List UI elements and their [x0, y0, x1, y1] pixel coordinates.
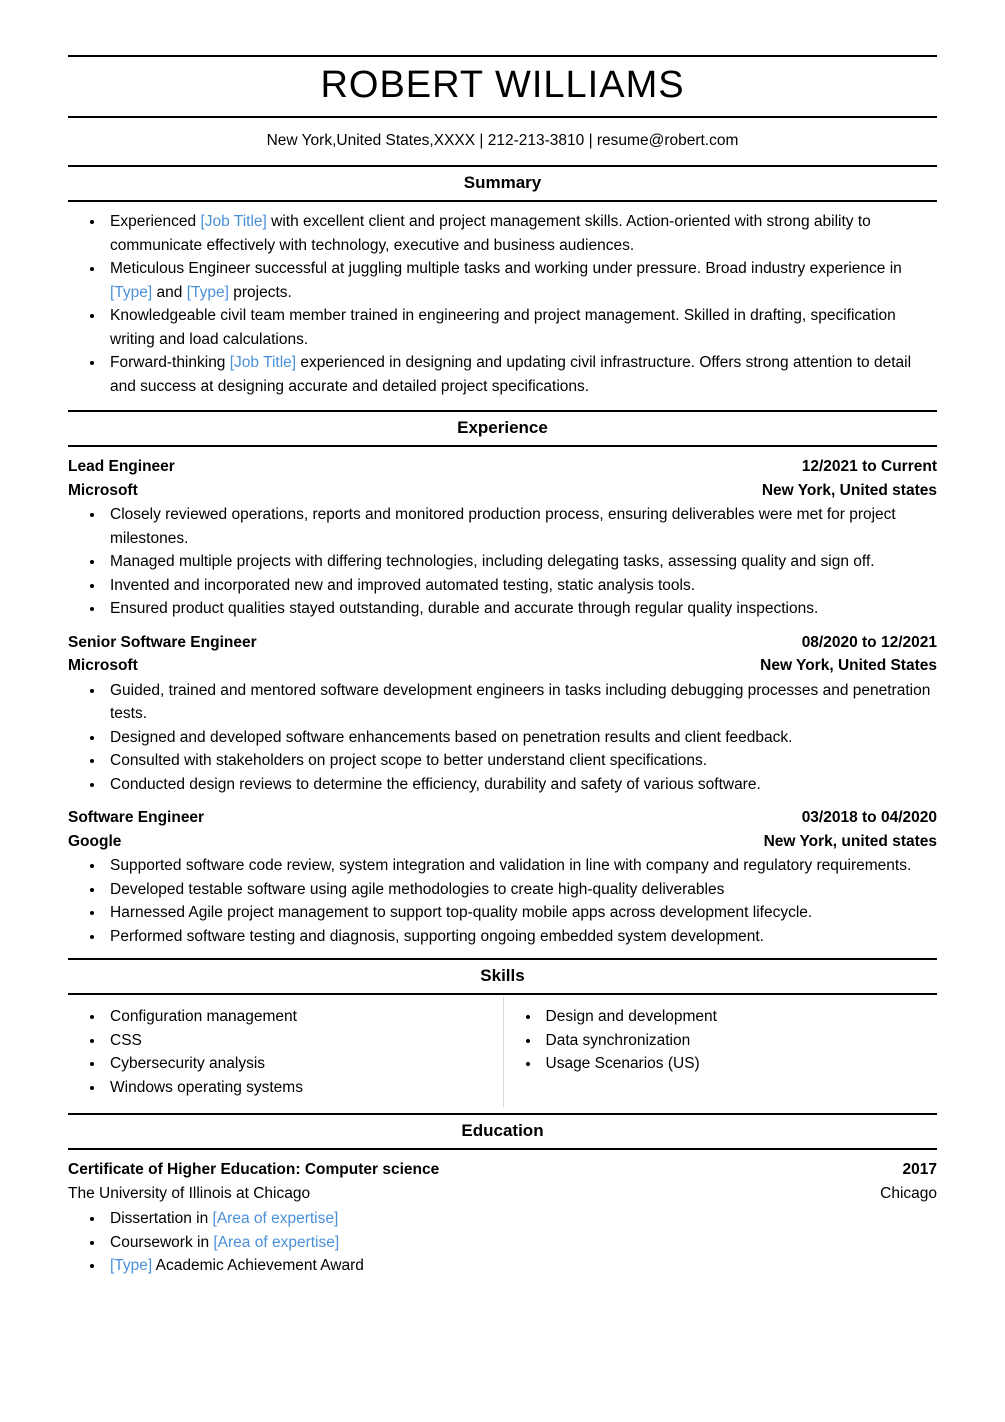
job-bullet-list [68, 503, 937, 621]
skills-list [504, 1005, 938, 1076]
text-segment: Coursework in [110, 1233, 214, 1251]
job-bullet: • Supported software code review, system integration and validation in line with company and regulatory requirements. [105, 854, 937, 878]
job-bullet: • Ensured product qualities stayed outstanding, durable and accurate through regular quality inspections. [105, 597, 937, 621]
education-school: The University of Illinois at Chicago [68, 1184, 311, 1202]
text-segment: Knowledgeable civil team member trained in engineering and project management. Skilled in drafting, specification writing and load calculations. [110, 307, 896, 348]
text-segment: Experienced [110, 213, 201, 230]
skills-section [68, 995, 937, 1113]
job-bullet: • Invented and incorporated new and improved automated testing, static analysis tools. [105, 574, 937, 598]
education-degree: Certificate of Higher Education: Computer science [68, 1161, 440, 1178]
placeholder-token[interactable]: [Type] [110, 1257, 153, 1274]
job-title-row [68, 806, 937, 830]
job-bullet-list [68, 854, 937, 948]
text-segment: and [152, 283, 187, 301]
job-dates: 12/2021 to Current [801, 458, 937, 475]
text-segment: Forward-thinking [110, 354, 230, 371]
placeholder-token[interactable]: [Area of expertise] [213, 1233, 340, 1251]
job-bullet-list [68, 679, 937, 797]
section-title-education: Education [461, 1121, 544, 1140]
placeholder-token[interactable]: [Area of expertise] [212, 1210, 339, 1227]
placeholder-token[interactable]: [Type] [110, 283, 153, 301]
job-company: Microsoft [68, 481, 138, 499]
job-title: Senior Software Engineer [68, 633, 257, 651]
experience-entry [68, 806, 937, 948]
job-dates: 03/2018 to 04/2020 [801, 809, 937, 826]
job-title-row [68, 631, 937, 655]
experience-section [68, 455, 937, 948]
skills-column-left [68, 997, 503, 1107]
summary-bullet [105, 304, 937, 351]
summary-bullet [105, 210, 937, 257]
job-company-row [68, 654, 937, 678]
job-company-row [68, 830, 937, 854]
skill-item: • Cybersecurity analysis [105, 1052, 503, 1076]
summary-bullet [105, 257, 937, 304]
text-segment: with excellent client and project management skills. Action-oriented with strong ability to communicate effectively with technology, executive and business audiences. [110, 213, 871, 254]
summary-list [68, 210, 937, 398]
job-bullet: • Guided, trained and mentored software development engineers in tasks including debugging processes and penetration tests. [105, 679, 937, 726]
education-section [68, 1158, 937, 1278]
job-bullet: • Performed software testing and diagnosis, supporting ongoing embedded system development. [105, 925, 937, 949]
job-company-row [68, 479, 937, 503]
job-bullet: • Consulted with stakeholders on project scope to better understand client specifications. [105, 749, 937, 773]
text-segment: Dissertation in [110, 1210, 213, 1227]
job-bullet: • Designed and developed software enhancements based on penetration results and client feedback. [105, 726, 937, 750]
job-bullet: • Managed multiple projects with differing technologies, including delegating tasks, assessing quality and sign off. [105, 550, 937, 574]
summary-bullet [105, 351, 937, 398]
text-segment: experienced in designing and updating civil infrastructure. Offers strong attention to detail and success at designing accurate and detailed project specifications. [110, 354, 912, 395]
job-bullet: • Harnessed Agile project management to support top-quality mobile apps across development lifecycle. [105, 901, 937, 925]
education-bullet [105, 1231, 937, 1255]
section-title-skills: Skills [480, 966, 525, 985]
section-title-summary: Summary [463, 173, 542, 192]
skill-item: • Usage Scenarios (US) [541, 1052, 938, 1076]
education-city: Chicago [880, 1184, 937, 1202]
skill-item: • Configuration management [105, 1005, 503, 1029]
skill-item: • Design and development [541, 1005, 938, 1029]
job-title-row [68, 455, 937, 479]
divider [68, 1148, 937, 1150]
job-company: Microsoft [68, 657, 138, 674]
placeholder-token[interactable]: [Job Title] [229, 354, 297, 371]
education-school-row [68, 1182, 937, 1206]
section-title-experience: Experience [457, 418, 548, 437]
experience-entry [68, 631, 937, 797]
skills-list [68, 1005, 503, 1099]
candidate-name: ROBERT WILLIAMS [320, 64, 685, 106]
education-year: 2017 [902, 1161, 937, 1178]
job-title: Lead Engineer [68, 458, 175, 475]
placeholder-token[interactable]: [Type] [186, 283, 229, 301]
divider [68, 445, 937, 447]
education-degree-row [68, 1158, 937, 1182]
skill-item: • CSS [105, 1029, 503, 1053]
education-bullet [105, 1207, 937, 1231]
job-location: New York, united states [763, 832, 937, 850]
experience-entry [68, 455, 937, 621]
job-title: Software Engineer [68, 809, 205, 826]
text-segment: Academic Achievement Award [152, 1257, 364, 1274]
text-segment: projects. [228, 283, 292, 301]
skill-item: • Windows operating systems [105, 1076, 503, 1100]
job-bullet: • Conducted design reviews to determine the efficiency, durability and safety of various software. [105, 773, 937, 797]
job-location: New York, United States [760, 657, 937, 674]
education-bullet-list [68, 1207, 937, 1278]
job-company: Google [68, 832, 122, 850]
job-bullet: • Developed testable software using agile methodologies to create high-quality deliverables [105, 878, 937, 902]
job-bullet: • Closely reviewed operations, reports and monitored production process, ensuring deliverables were met for project milestones. [105, 503, 937, 550]
job-location: New York, United states [761, 481, 937, 499]
job-dates: 08/2020 to 12/2021 [801, 633, 937, 651]
divider [68, 200, 937, 202]
contact-line: New York,United States,XXXX | 212-213-3810 | resume@robert.com [266, 132, 739, 149]
skills-column-right [503, 997, 938, 1107]
education-bullet [105, 1254, 937, 1278]
placeholder-token[interactable]: [Job Title] [200, 213, 267, 230]
text-segment: Meticulous Engineer successful at juggling multiple tasks and working under pressure. Broad industry experience in [110, 260, 902, 277]
skill-item: • Data synchronization [541, 1029, 938, 1053]
summary-section [68, 210, 937, 398]
